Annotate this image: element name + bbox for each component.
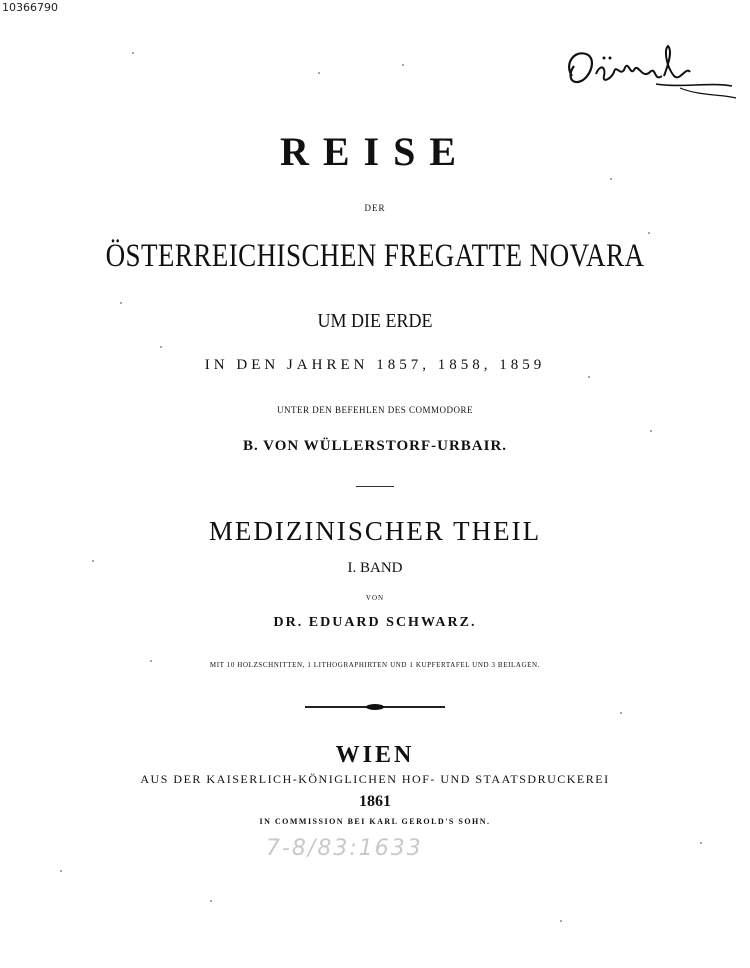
commodore-name: B. VON WÜLLERSTORF-URBAIR.: [242, 438, 508, 454]
signature-image: [560, 36, 740, 100]
publication-year: 1861: [359, 793, 391, 810]
book-subtitle: ÖSTERREICHISCHEN FREGATTE NOVARA: [105, 238, 645, 274]
publication-city: WIEN: [335, 742, 415, 768]
scan-id: 10366790: [2, 1, 58, 14]
book-title: REISE: [279, 129, 471, 174]
short-divider: [356, 486, 394, 487]
by-label: VON: [365, 594, 385, 602]
voyage-years: IN DEN JAHREN 1857, 1858, 1859: [204, 357, 546, 373]
title-connector: DER: [364, 203, 386, 213]
printer-line: AUS DER KAISERLICH-KÖNIGLICHEN HOF- UND STAATSDRUCKEREI: [140, 772, 610, 786]
command-line: UNTER DEN BEFEHLEN DES COMMODORE: [277, 405, 473, 415]
commission-line: IN COMMISSION BEI KARL GEROLD'S SOHN.: [259, 817, 491, 826]
ornament-center: [366, 704, 384, 710]
illustrations-note: MIT 10 HOLZSCHNITTEN, 1 LITHOGRAPHIRTEN UND 1 KUPFERTAFEL UND 3 BEILAGEN.: [209, 661, 541, 669]
section-title: MEDIZINISCHER THEIL: [208, 516, 542, 546]
subtitle-voyage: UM DIE ERDE: [317, 310, 433, 332]
volume-label: I. BAND: [347, 560, 403, 576]
shelf-mark: 7-8/83:1633: [266, 836, 423, 861]
author-name: DR. EDUARD SCHWARZ.: [273, 615, 477, 630]
